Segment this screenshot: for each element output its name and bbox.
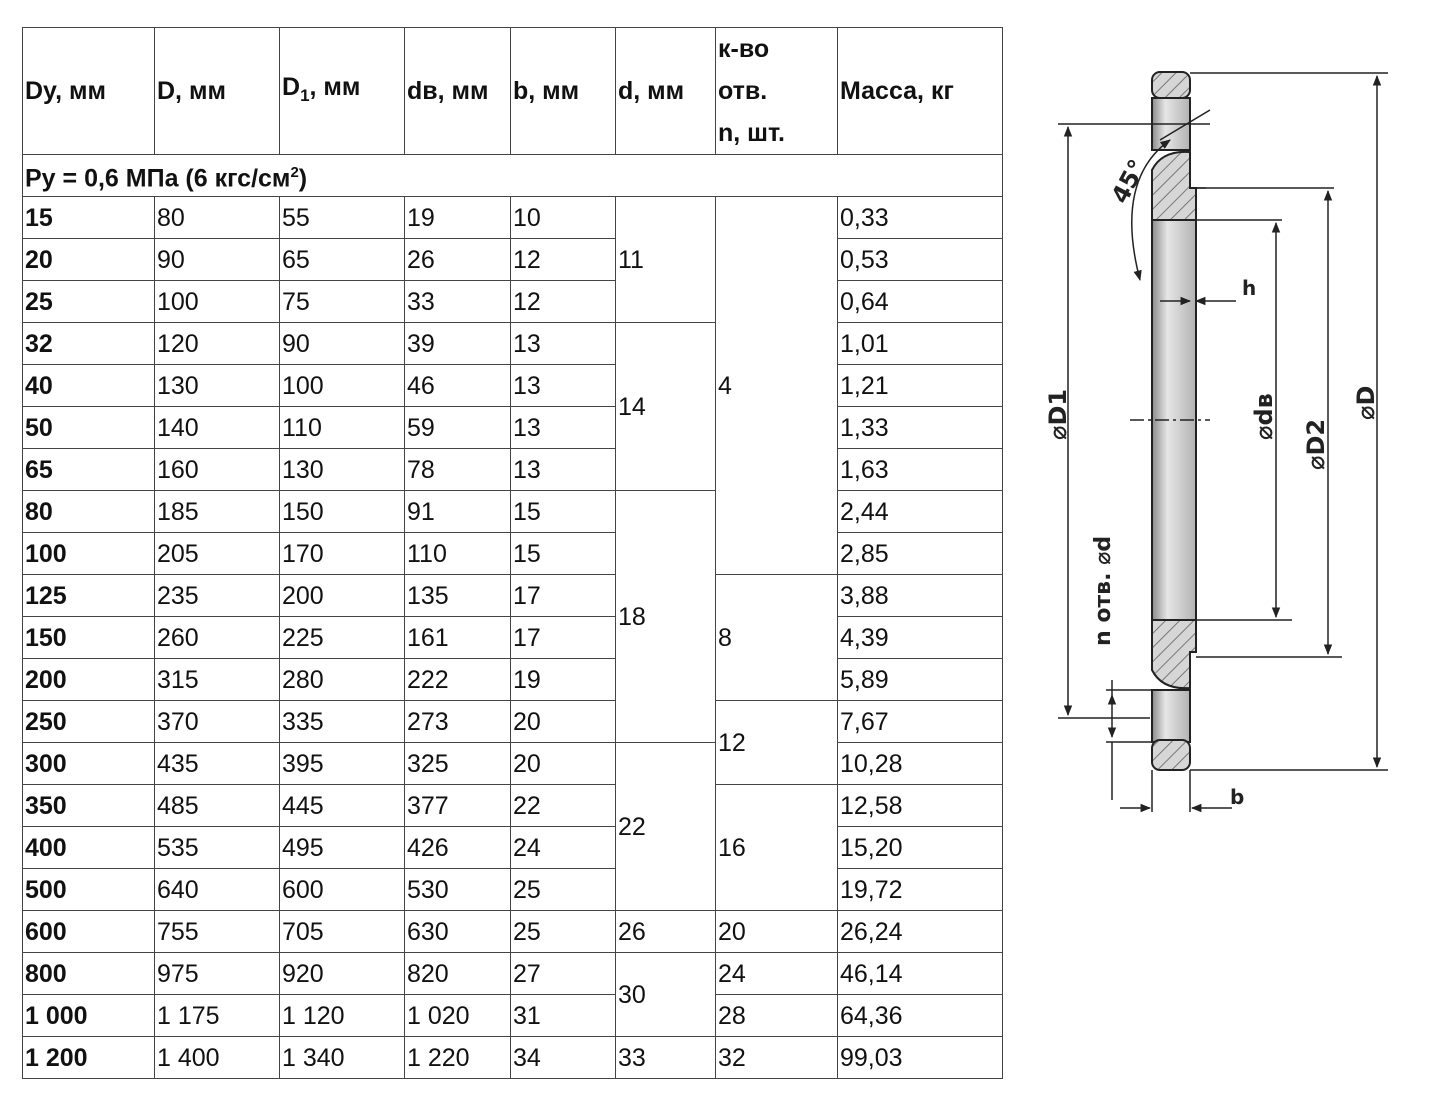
cell-d1: 335 <box>280 701 405 743</box>
table-row <box>23 575 1003 617</box>
cell-dy: 800 <box>23 953 155 995</box>
cell-d-outer: 100 <box>155 281 280 323</box>
cell-b: 13 <box>511 407 616 449</box>
cell-d-outer: 140 <box>155 407 280 449</box>
section-row <box>23 155 1003 197</box>
cell-n-holes: 4 <box>716 197 838 575</box>
cell-d1: 65 <box>280 239 405 281</box>
cell-d-outer: 1 175 <box>155 995 280 1037</box>
label-D1: ⌀D1 <box>1044 388 1072 440</box>
cell-mass: 19,72 <box>838 869 1003 911</box>
cell-mass: 1,01 <box>838 323 1003 365</box>
table-row <box>23 743 1003 785</box>
cell-n-holes: 32 <box>716 1037 838 1079</box>
cell-d-outer: 160 <box>155 449 280 491</box>
cell-d-outer: 370 <box>155 701 280 743</box>
cell-d-outer: 130 <box>155 365 280 407</box>
cell-mass: 10,28 <box>838 743 1003 785</box>
label-holes: n отв. ⌀d <box>1091 535 1116 646</box>
cell-mass: 26,24 <box>838 911 1003 953</box>
cell-dv: 26 <box>405 239 511 281</box>
header-b: b, мм <box>511 28 616 155</box>
table-row <box>23 407 1003 449</box>
section-sup: 2 <box>290 163 299 181</box>
table-row <box>23 239 1003 281</box>
header-d1 <box>280 28 405 155</box>
header-d1-unit: , мм <box>309 72 361 101</box>
cell-mass: 2,44 <box>838 491 1003 533</box>
cell-dy: 200 <box>23 659 155 701</box>
cell-dv: 1 020 <box>405 995 511 1037</box>
cell-dv: 78 <box>405 449 511 491</box>
cell-d1: 170 <box>280 533 405 575</box>
cell-dv: 325 <box>405 743 511 785</box>
cell-dy: 250 <box>23 701 155 743</box>
cell-dv: 91 <box>405 491 511 533</box>
cell-dv: 110 <box>405 533 511 575</box>
bolt-hole-bottom <box>1152 690 1190 742</box>
cell-dy: 40 <box>23 365 155 407</box>
cell-dv: 33 <box>405 281 511 323</box>
cell-mass: 46,14 <box>838 953 1003 995</box>
cell-b: 15 <box>511 491 616 533</box>
cell-dy: 32 <box>23 323 155 365</box>
cell-mass: 0,33 <box>838 197 1003 239</box>
cell-dv: 820 <box>405 953 511 995</box>
pressure-section-label <box>23 155 1003 197</box>
cell-b: 27 <box>511 953 616 995</box>
table-row <box>23 785 1003 827</box>
cell-d1: 445 <box>280 785 405 827</box>
cell-mass: 15,20 <box>838 827 1003 869</box>
cell-dv: 530 <box>405 869 511 911</box>
label-D: ⌀D <box>1352 385 1380 420</box>
cell-dv: 1 220 <box>405 1037 511 1079</box>
label-D2: ⌀D2 <box>1302 418 1330 470</box>
cell-b: 10 <box>511 197 616 239</box>
cell-b: 17 <box>511 617 616 659</box>
cell-mass: 0,64 <box>838 281 1003 323</box>
cell-d-outer: 205 <box>155 533 280 575</box>
label-b: b <box>1230 785 1245 809</box>
cell-dy: 25 <box>23 281 155 323</box>
cell-mass: 64,36 <box>838 995 1003 1037</box>
cell-b: 15 <box>511 533 616 575</box>
header-dv: dв, мм <box>405 28 511 155</box>
cell-d1: 75 <box>280 281 405 323</box>
cell-dv: 46 <box>405 365 511 407</box>
cell-dv: 273 <box>405 701 511 743</box>
cell-d-outer: 435 <box>155 743 280 785</box>
table-row <box>23 869 1003 911</box>
cell-d-outer: 260 <box>155 617 280 659</box>
cell-d1: 225 <box>280 617 405 659</box>
table-row <box>23 701 1003 743</box>
cell-dv: 59 <box>405 407 511 449</box>
cell-b: 12 <box>511 281 616 323</box>
cell-d-hole: 30 <box>616 953 716 1037</box>
cell-d1: 495 <box>280 827 405 869</box>
cell-b: 13 <box>511 365 616 407</box>
cell-d1: 920 <box>280 953 405 995</box>
cell-d-hole: 14 <box>616 323 716 491</box>
header-mass: Масса, кг <box>838 28 1003 155</box>
cell-dv: 222 <box>405 659 511 701</box>
cell-d1: 200 <box>280 575 405 617</box>
cell-d-outer: 90 <box>155 239 280 281</box>
table-row <box>23 197 1003 239</box>
cell-d1: 130 <box>280 449 405 491</box>
cell-d1: 110 <box>280 407 405 449</box>
cell-b: 13 <box>511 449 616 491</box>
table-row <box>23 1037 1003 1079</box>
cell-d-outer: 535 <box>155 827 280 869</box>
section-tail: ) <box>298 164 308 193</box>
cell-b: 12 <box>511 239 616 281</box>
cell-dy: 1 000 <box>23 995 155 1037</box>
cell-d1: 55 <box>280 197 405 239</box>
cell-mass: 12,58 <box>838 785 1003 827</box>
label-dv: ⌀dв <box>1250 393 1278 440</box>
flange-section-top <box>1152 152 1196 220</box>
cell-mass: 4,39 <box>838 617 1003 659</box>
header-d-hole: d, мм <box>616 28 716 155</box>
cell-dy: 100 <box>23 533 155 575</box>
cell-dy: 125 <box>23 575 155 617</box>
cell-d-outer: 315 <box>155 659 280 701</box>
cell-d-hole: 18 <box>616 491 716 743</box>
cell-mass: 7,67 <box>838 701 1003 743</box>
cell-d-hole: 26 <box>616 911 716 953</box>
header-d-outer: D, мм <box>155 28 280 155</box>
header-n-line2: отв. <box>718 77 768 105</box>
cell-b: 34 <box>511 1037 616 1079</box>
cell-d-outer: 1 400 <box>155 1037 280 1079</box>
cell-d1: 395 <box>280 743 405 785</box>
cell-b: 22 <box>511 785 616 827</box>
header-n-line1: к-во <box>718 35 770 63</box>
cell-d1: 150 <box>280 491 405 533</box>
table-row <box>23 365 1003 407</box>
cell-d1: 1 120 <box>280 995 405 1037</box>
cell-dv: 630 <box>405 911 511 953</box>
table-row <box>23 323 1003 365</box>
cell-dv: 426 <box>405 827 511 869</box>
cell-d-outer: 755 <box>155 911 280 953</box>
cell-n-holes: 24 <box>716 953 838 995</box>
table-row <box>23 659 1003 701</box>
cell-d-outer: 975 <box>155 953 280 995</box>
cell-mass: 1,33 <box>838 407 1003 449</box>
table-row <box>23 995 1003 1037</box>
cell-dv: 161 <box>405 617 511 659</box>
cell-dy: 500 <box>23 869 155 911</box>
header-n-holes <box>716 28 838 155</box>
cell-dy: 20 <box>23 239 155 281</box>
cell-b: 25 <box>511 869 616 911</box>
cell-b: 20 <box>511 743 616 785</box>
header-row <box>23 28 1003 155</box>
cell-d1: 1 340 <box>280 1037 405 1079</box>
cell-dv: 39 <box>405 323 511 365</box>
flange-section-bottom <box>1152 620 1196 688</box>
header-d1-main: D <box>282 72 301 101</box>
header-n-line3: n, шт. <box>718 119 785 147</box>
cell-mass: 0,53 <box>838 239 1003 281</box>
cell-b: 13 <box>511 323 616 365</box>
table-row <box>23 491 1003 533</box>
cell-mass: 1,63 <box>838 449 1003 491</box>
table-row <box>23 617 1003 659</box>
table-row <box>23 911 1003 953</box>
cell-mass: 1,21 <box>838 365 1003 407</box>
cell-dv: 377 <box>405 785 511 827</box>
cell-d-outer: 235 <box>155 575 280 617</box>
cell-d-outer: 120 <box>155 323 280 365</box>
cell-n-holes: 20 <box>716 911 838 953</box>
cell-n-holes: 28 <box>716 995 838 1037</box>
table-row <box>23 281 1003 323</box>
cell-d1: 600 <box>280 869 405 911</box>
cell-n-holes: 16 <box>716 785 838 911</box>
cell-dy: 65 <box>23 449 155 491</box>
cell-d1: 705 <box>280 911 405 953</box>
extension-lines <box>1058 73 1388 812</box>
header-d1-sub: 1 <box>300 85 310 105</box>
cell-b: 17 <box>511 575 616 617</box>
cell-n-holes: 8 <box>716 575 838 701</box>
cell-dv: 19 <box>405 197 511 239</box>
cell-d-outer: 640 <box>155 869 280 911</box>
cell-d1: 90 <box>280 323 405 365</box>
cell-dy: 80 <box>23 491 155 533</box>
cell-dy: 350 <box>23 785 155 827</box>
cell-dy: 150 <box>23 617 155 659</box>
flange-rim-top <box>1152 72 1190 98</box>
flange-drawing <box>1010 40 1410 820</box>
cell-b: 20 <box>511 701 616 743</box>
cell-d-outer: 485 <box>155 785 280 827</box>
cell-d1: 100 <box>280 365 405 407</box>
section-text: Pу = 0,6 МПа (6 кгс/см <box>25 164 291 193</box>
cell-d-hole: 22 <box>616 743 716 911</box>
flange-rim-bottom <box>1152 740 1190 770</box>
cell-mass: 99,03 <box>838 1037 1003 1079</box>
cell-dy: 300 <box>23 743 155 785</box>
cell-dv: 135 <box>405 575 511 617</box>
cell-d-hole: 11 <box>616 197 716 323</box>
cell-mass: 2,85 <box>838 533 1003 575</box>
cell-dy: 400 <box>23 827 155 869</box>
cell-d-outer: 80 <box>155 197 280 239</box>
cell-b: 31 <box>511 995 616 1037</box>
cell-d-outer: 185 <box>155 491 280 533</box>
cell-mass: 3,88 <box>838 575 1003 617</box>
cell-b: 19 <box>511 659 616 701</box>
cell-dy: 1 200 <box>23 1037 155 1079</box>
table-row <box>23 953 1003 995</box>
flange-spec-table <box>22 27 1003 1079</box>
header-dy: Dу, мм <box>23 28 155 155</box>
cell-mass: 5,89 <box>838 659 1003 701</box>
table-row <box>23 827 1003 869</box>
table-row <box>23 449 1003 491</box>
cell-b: 24 <box>511 827 616 869</box>
cell-b: 25 <box>511 911 616 953</box>
cell-d1: 280 <box>280 659 405 701</box>
cell-dy: 50 <box>23 407 155 449</box>
cell-dy: 15 <box>23 197 155 239</box>
table-row <box>23 533 1003 575</box>
label-h: h <box>1242 276 1257 300</box>
label-angle: 45° <box>1105 154 1152 209</box>
cell-n-holes: 12 <box>716 701 838 785</box>
cell-d-hole: 33 <box>616 1037 716 1079</box>
cell-dy: 600 <box>23 911 155 953</box>
